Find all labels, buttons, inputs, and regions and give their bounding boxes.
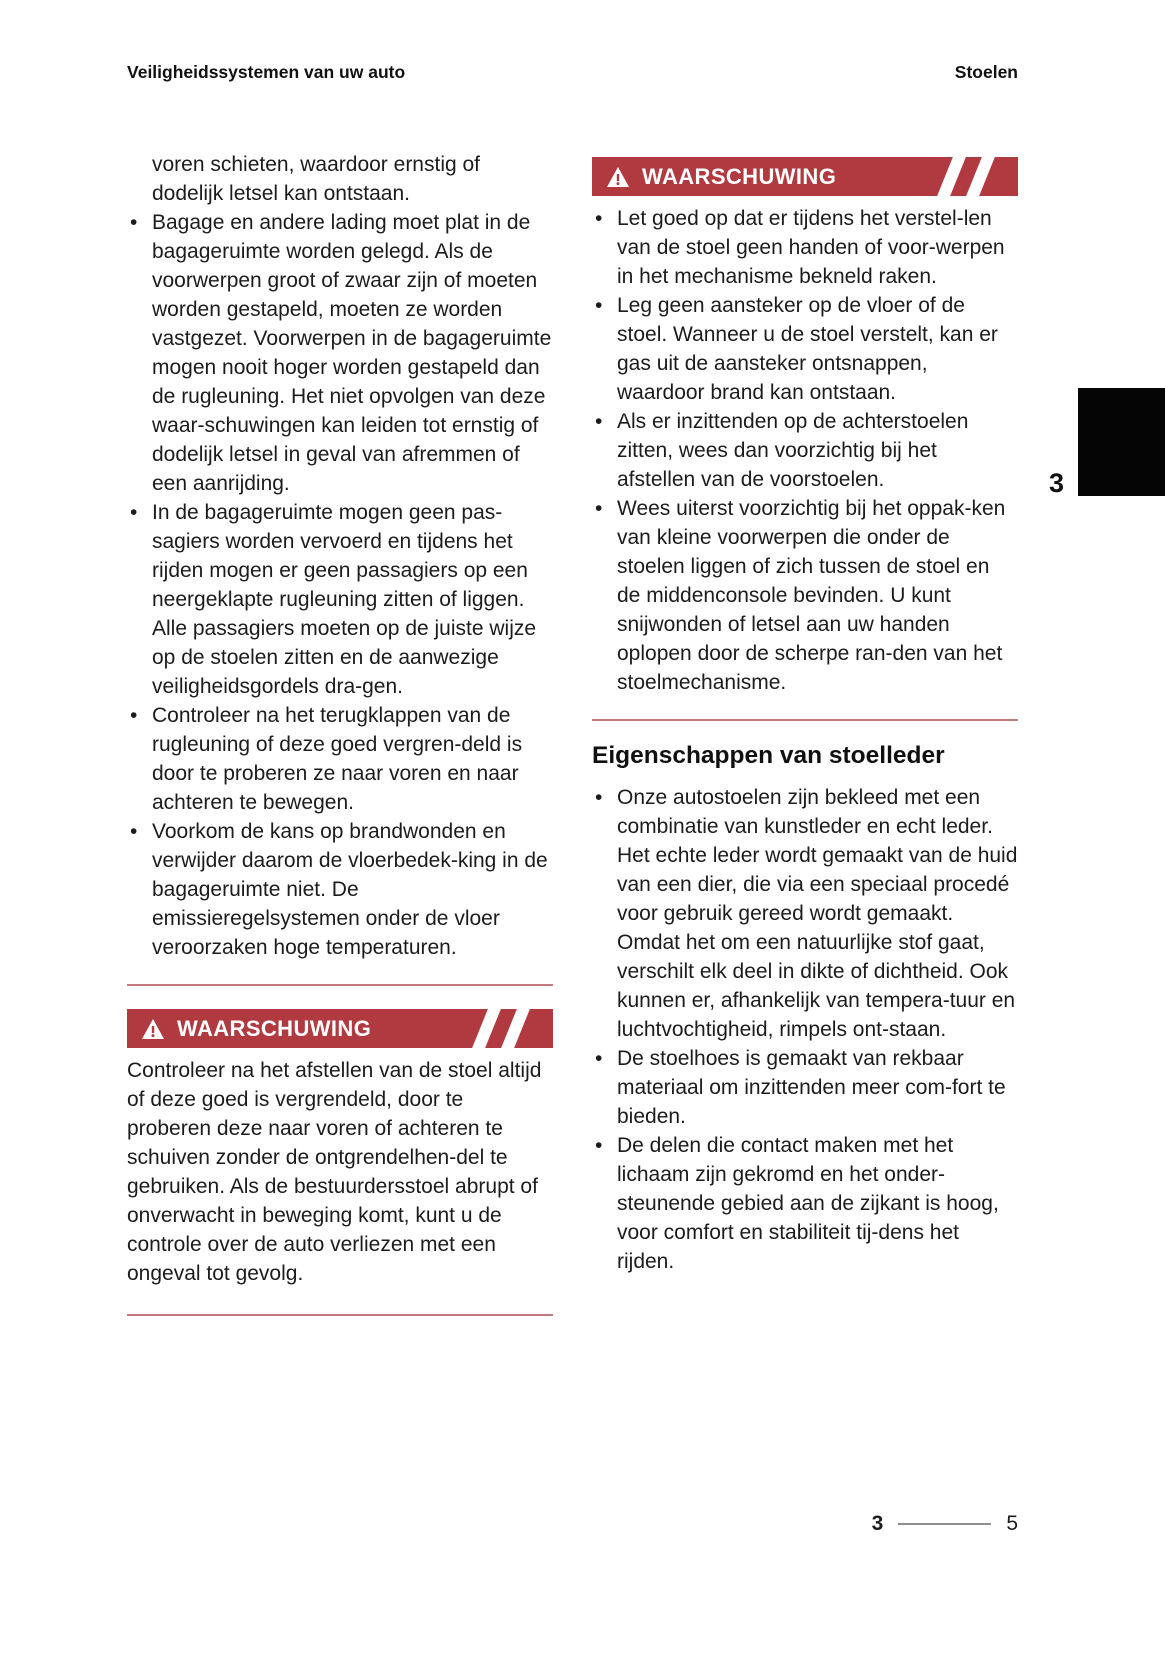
warning-bullet-list — [592, 204, 1018, 697]
section-heading: Eigenschappen van stoelleder — [592, 742, 945, 769]
warning-title: WAARSCHUWING — [642, 164, 837, 189]
section-divider — [127, 1314, 553, 1316]
chapter-tab — [1078, 388, 1165, 496]
bullet-list — [127, 208, 553, 962]
page-header — [127, 62, 1018, 83]
column-left — [127, 150, 553, 1316]
footer-divider-line — [898, 1523, 991, 1525]
section-divider — [127, 984, 553, 986]
content-columns — [127, 150, 1018, 1316]
list-item: • Bagage en andere lading moet plat in de bagageruimte worden gelegd. Als de voorwerpen groot of zwaar zijn of moeten worden gestapeld, moeten ze worden vastgezet. Voorwerpen in de bagageruimte mogen nooit hoger worden gestapeld dan de rugleuning. Het niet opvolgen van deze waar-schuwingen kan leiden tot ernstig of dodelijk letsel in geval van afremmen of een aanrijding. — [127, 208, 553, 498]
warning-title: WAARSCHUWING — [177, 1016, 372, 1041]
list-item: • Wees uiterst voorzichtig bij het oppak-ken van kleine voorwerpen die onder de stoelen liggen of zich tussen de stoel en de middenconsole bevinden. U kunt snijwonden of letsel aan uw handen oplopen door de scherpe ran-den van het stoelmechanisme. — [592, 494, 1018, 697]
warning-body: Controleer na het afstellen van de stoel altijd of deze goed is vergrendeld, door te proberen deze naar voren of achteren te schuiven zonder de ontgrendelhen-del te gebruiken. Als de bestuurdersstoel abrupt of onverwacht in beweging komt, kunt u de controle over de auto verliezen met een ongeval tot gevolg. — [127, 1059, 542, 1285]
header-chapter-title: Stoelen — [954, 62, 1018, 82]
list-item: • In de bagageruimte mogen geen pas-sagiers worden vervoerd en tijdens het rijden mogen er geen passagiers op een neergeklapte rugleuning zitten of liggen. Alle passagiers moeten op de juiste wijze op de stoelen zitten en de aanwezige veiligheidsgordels dra-gen. — [127, 498, 553, 701]
list-item: • De stoelhoes is gemaakt van rekbaar materiaal om inzittenden meer com-fort te bieden. — [592, 1044, 1018, 1131]
section-bullet-list — [592, 783, 1018, 1276]
list-item: • De delen die contact maken met het lichaam zijn gekromd en het onder-steunende gebied aan de zijkant is hoog, voor comfort en stabiliteit tij-dens het rijden. — [592, 1131, 1018, 1276]
banner-stripe — [470, 1009, 504, 1048]
footer-chapter-number: 3 — [871, 1512, 884, 1535]
list-item: • Onze autostoelen zijn bekleed met een combinatie van kunstleder en echt leder. Het echte leder wordt gemaakt van de huid van een dier, die via een speciaal procedé voor gebruik gereed wordt gemaakt. Omdat het om een natuurlijke stof gaat, verschilt elk deel in dikte of dichtheid. Ook kunnen er, afhankelijk van tempera-tuur en luchtvochtigheid, rimpels ont-staan. — [592, 783, 1018, 1044]
continuation-paragraph: voren schieten, waardoor ernstig of dodelijk letsel kan ontstaan. — [152, 153, 481, 205]
column-right — [592, 150, 1018, 1316]
warning-triangle-icon — [141, 1018, 165, 1040]
page-footer — [872, 1512, 1018, 1536]
list-item: • Als er inzittenden op de achterstoelen zitten, wees dan voorzichtig bij het afstellen van de voorstoelen. — [592, 407, 1018, 494]
header-section-title: Veiligheidssystemen van uw auto — [127, 62, 406, 82]
banner-stripe — [964, 157, 998, 196]
warning-banner — [592, 157, 1018, 196]
list-item: • Let goed op dat er tijdens het verstel-len van de stoel geen handen of voor-werpen in het mechanisme bekneld raken. — [592, 204, 1018, 291]
footer-page-number: 5 — [1006, 1512, 1018, 1535]
list-item: • Controleer na het terugklappen van de rugleuning of deze goed vergren-deld is door te proberen ze naar voren en naar achteren te bewegen. — [127, 701, 553, 817]
banner-stripe — [935, 157, 969, 196]
warning-triangle-icon — [606, 166, 630, 188]
banner-stripe — [499, 1009, 533, 1048]
warning-banner — [127, 1009, 553, 1048]
list-item: • Leg geen aansteker op de vloer of de stoel. Wanneer u de stoel verstelt, kan er gas uit de aansteker ontsnappen, waardoor brand kan ontstaan. — [592, 291, 1018, 407]
list-item: • Voorkom de kans op brandwonden en verwijder daarom de vloerbedek-king in de bagageruimte niet. De emissieregelsystemen onder de vloer veroorzaken hoge temperaturen. — [127, 817, 553, 962]
section-divider — [592, 719, 1018, 721]
chapter-number: 3 — [1048, 468, 1064, 498]
